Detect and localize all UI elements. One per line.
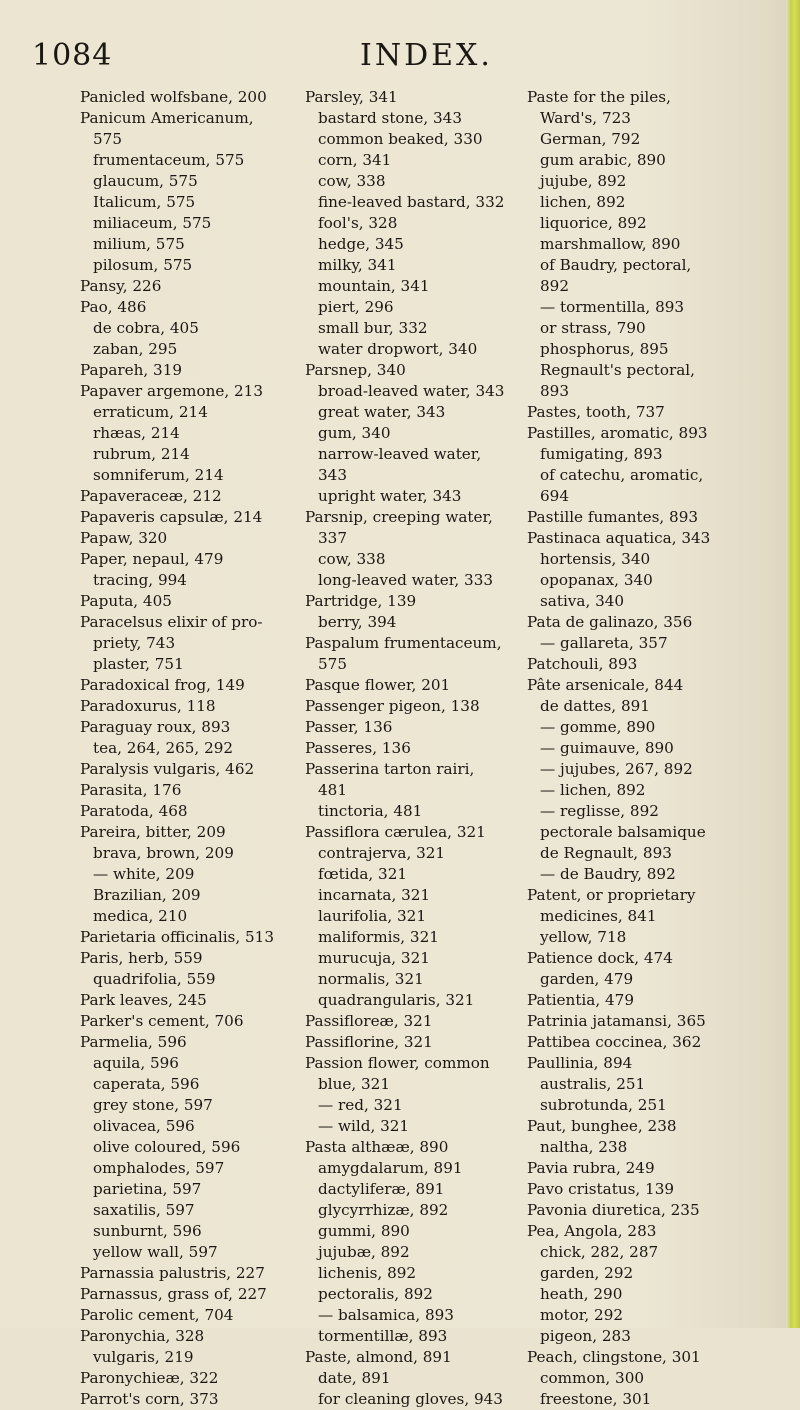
index-entry: subrotunda, 251 [540, 1096, 667, 1114]
index-entry: bastard stone, 343 [318, 109, 462, 127]
index-entry: Patchouli, 893 [527, 655, 638, 673]
index-entry: pectorale balsamique [540, 823, 706, 841]
index-entry: Partridge, 139 [305, 592, 417, 610]
index-entry: caperata, 596 [93, 1075, 200, 1093]
index-entry: miliaceum, 575 [93, 214, 212, 232]
index-entry: Pao, 486 [80, 298, 147, 316]
index-entry: great water, 343 [318, 403, 446, 421]
index-entry: — gomme, 890 [540, 718, 656, 736]
index-entry: tea, 264, 265, 292 [93, 739, 234, 757]
index-entry: corn, 341 [318, 151, 392, 169]
index-entry: or strass, 790 [540, 319, 646, 337]
index-entry: Panicled wolfsbane, 200 [80, 88, 267, 106]
index-entry: contrajerva, 321 [318, 844, 446, 862]
index-entry: common, 300 [540, 1369, 645, 1387]
index-entry: milky, 341 [318, 256, 397, 274]
index-entry: Paratoda, 468 [80, 802, 188, 820]
index-entry: blue, 321 [318, 1075, 390, 1093]
index-entry: of catechu, aromatic, [540, 466, 704, 484]
index-entry: chick, 282, 287 [540, 1243, 659, 1261]
index-entry: small bur, 332 [318, 319, 428, 337]
index-entry: erraticum, 214 [93, 403, 208, 421]
index-entry: 343 [318, 466, 347, 484]
index-column-1 [80, 87, 290, 1410]
index-entry: Paralysis vulgaris, 462 [80, 760, 255, 778]
index-entry: 337 [318, 529, 347, 547]
index-entry: rhæas, 214 [93, 424, 180, 442]
page-title: INDEX. [360, 38, 493, 73]
index-entry: Parasita, 176 [80, 781, 182, 799]
index-entry: berry, 394 [318, 613, 397, 631]
index-entry: Papaveris capsulæ, 214 [80, 508, 263, 526]
index-entry: Paronychieæ, 322 [80, 1369, 219, 1387]
index-entry: Regnault's pectoral, [540, 361, 695, 379]
index-entry: for cleaning gloves, 943 [318, 1390, 503, 1408]
index-entry: milium, 575 [93, 235, 185, 253]
index-entry: Paronychia, 328 [80, 1327, 205, 1345]
index-entry: tinctoria, 481 [318, 802, 423, 820]
index-entry: Papaw, 320 [80, 529, 168, 547]
index-entry: Pasque flower, 201 [305, 676, 451, 694]
index-entry: Paradoxurus, 118 [80, 697, 216, 715]
index-entry: Papareh, 319 [80, 361, 183, 379]
index-entry: glycyrrhizæ, 892 [318, 1201, 449, 1219]
index-entry: Paraguay roux, 893 [80, 718, 231, 736]
index-entry: Parker's cement, 706 [80, 1012, 244, 1030]
index-entry: Parsley, 341 [305, 88, 398, 106]
index-entry: — de Baudry, 892 [540, 865, 676, 883]
index-entry: Parnassia palustris, 227 [80, 1264, 265, 1282]
index-entry: Parmelia, 596 [80, 1033, 187, 1051]
index-entry: amygdalarum, 891 [318, 1159, 463, 1177]
index-entry: long-leaved water, 333 [318, 571, 494, 589]
index-entry: 893 [540, 382, 569, 400]
index-entry: gum arabic, 890 [540, 151, 666, 169]
index-entry: naltha, 238 [540, 1138, 628, 1156]
index-entry: Parietaria officinalis, 513 [80, 928, 274, 946]
index-entry: pilosum, 575 [93, 256, 193, 274]
index-entry: Pata de galinazo, 356 [527, 613, 693, 631]
index-entry: zaban, 295 [93, 340, 178, 358]
index-entry: Parrot's corn, 373 [80, 1390, 219, 1408]
index-entry: 575 [318, 655, 347, 673]
index-entry: — guimauve, 890 [540, 739, 674, 757]
index-entry: — reglisse, 892 [540, 802, 659, 820]
index-entry: broad-leaved water, 343 [318, 382, 505, 400]
index-entry: 481 [318, 781, 347, 799]
index-entry: Paste, almond, 891 [305, 1348, 452, 1366]
index-entry: grey stone, 597 [93, 1096, 213, 1114]
index-entry: — lichen, 892 [540, 781, 646, 799]
index-entry: saxatilis, 597 [93, 1201, 195, 1219]
index-entry: Paullinia, 894 [527, 1054, 633, 1072]
index-entry: Passiflorine, 321 [305, 1033, 433, 1051]
index-entry: dactyliferæ, 891 [318, 1180, 445, 1198]
index-entry: piert, 296 [318, 298, 394, 316]
index-entry: australis, 251 [540, 1075, 646, 1093]
index-entry: medica, 210 [93, 907, 188, 925]
index-entry: quadrifolia, 559 [93, 970, 216, 988]
index-entry: Park leaves, 245 [80, 991, 207, 1009]
page-edge [786, 0, 800, 1328]
index-entry: Pavo cristatus, 139 [527, 1180, 675, 1198]
index-entry: aquila, 596 [93, 1054, 179, 1072]
index-entry: priety, 743 [93, 634, 176, 652]
index-entry: Patientia, 479 [527, 991, 634, 1009]
index-entry: upright water, 343 [318, 487, 462, 505]
index-entry: date, 891 [318, 1369, 391, 1387]
index-entry: 575 [93, 130, 122, 148]
index-entry: Paracelsus elixir of pro- [80, 613, 263, 631]
index-entry: Papaveraceæ, 212 [80, 487, 222, 505]
index-entry: medicines, 841 [540, 907, 657, 925]
index-entry: yellow, 718 [540, 928, 627, 946]
index-entry: cow, 338 [318, 172, 386, 190]
index-entry: Pareira, bitter, 209 [80, 823, 226, 841]
index-entry: Pasta althææ, 890 [305, 1138, 449, 1156]
index-entry: Paris, herb, 559 [80, 949, 203, 967]
index-entry: somniferum, 214 [93, 466, 224, 484]
index-entry: motor, 292 [540, 1306, 624, 1324]
index-entry: Parsnip, creeping water, [305, 508, 493, 526]
index-entry: lichen, 892 [540, 193, 626, 211]
page-header [0, 38, 800, 82]
index-entry: Pastilles, aromatic, 893 [527, 424, 708, 442]
index-entry: gum, 340 [318, 424, 391, 442]
page-number: 1084 [32, 38, 113, 73]
index-entry: of Baudry, pectoral, [540, 256, 692, 274]
index-entry: Panicum Americanum, [80, 109, 254, 127]
index-entry: narrow-leaved water, [318, 445, 482, 463]
index-entry: Ward's, 723 [540, 109, 631, 127]
index-entry: Passenger pigeon, 138 [305, 697, 480, 715]
index-entry: garden, 479 [540, 970, 634, 988]
index-entry: quadrangularis, 321 [318, 991, 475, 1009]
index-entry: Passiflora cærulea, 321 [305, 823, 486, 841]
index-entry: rubrum, 214 [93, 445, 190, 463]
index-entry: fumigating, 893 [540, 445, 663, 463]
index-entry: Paste for the piles, [527, 88, 671, 106]
index-entry: jujube, 892 [540, 172, 627, 190]
index-entry: olivacea, 596 [93, 1117, 195, 1135]
index-entry: Pastinaca aquatica, 343 [527, 529, 711, 547]
index-entry: Passerina tarton rairi, [305, 760, 475, 778]
index-entry: garden, 292 [540, 1264, 634, 1282]
index-entry: de cobra, 405 [93, 319, 199, 337]
index-entry: Patent, or proprietary [527, 886, 696, 904]
index-entry: Paspalum frumentaceum, [305, 634, 502, 652]
index-entry: yellow wall, 597 [93, 1243, 218, 1261]
index-entry: Patience dock, 474 [527, 949, 673, 967]
index-entry: — wild, 321 [318, 1117, 410, 1135]
index-entry: murucuja, 321 [318, 949, 430, 967]
index-entry: pigeon, 283 [540, 1327, 631, 1345]
index-entry: lichenis, 892 [318, 1264, 417, 1282]
index-entry: glaucum, 575 [93, 172, 198, 190]
index-entry: maliformis, 321 [318, 928, 439, 946]
index-entry: freestone, 301 [540, 1390, 652, 1408]
index-entry: — red, 321 [318, 1096, 403, 1114]
index-entry: 892 [540, 277, 569, 295]
index-entry: fine-leaved bastard, 332 [318, 193, 505, 211]
index-entry: sunburnt, 596 [93, 1222, 202, 1240]
index-entry: Pastille fumantes, 893 [527, 508, 699, 526]
index-entry: gummi, 890 [318, 1222, 410, 1240]
index-entry: Pavia rubra, 249 [527, 1159, 655, 1177]
index-entry: Brazilian, 209 [93, 886, 201, 904]
index-entry: incarnata, 321 [318, 886, 431, 904]
index-entry: parietina, 597 [93, 1180, 202, 1198]
index-entry: mountain, 341 [318, 277, 430, 295]
index-entry: water dropwort, 340 [318, 340, 478, 358]
index-entry: Pattibea coccinea, 362 [527, 1033, 702, 1051]
index-entry: opopanax, 340 [540, 571, 653, 589]
index-entry: Peach, clingstone, 301 [527, 1348, 701, 1366]
index-entry: Paradoxical frog, 149 [80, 676, 245, 694]
index-entry: Paputa, 405 [80, 592, 172, 610]
index-entry: normalis, 321 [318, 970, 424, 988]
index-entry: Parnassus, grass of, 227 [80, 1285, 267, 1303]
index-entry: jujubæ, 892 [318, 1243, 410, 1261]
index-entry: de dattes, 891 [540, 697, 650, 715]
index-entry: plaster, 751 [93, 655, 184, 673]
index-entry: marshmallow, 890 [540, 235, 681, 253]
index-entry: German, 792 [540, 130, 641, 148]
index-entry: sativa, 340 [540, 592, 625, 610]
index-entry: pectoralis, 892 [318, 1285, 433, 1303]
index-entry: olive coloured, 596 [93, 1138, 241, 1156]
index-entry: Passeres, 136 [305, 739, 411, 757]
index-entry: tracing, 994 [93, 571, 187, 589]
index-entry: fœtida, 321 [318, 865, 408, 883]
index-entry: Patrinia jatamansi, 365 [527, 1012, 706, 1030]
index-entry: — white, 209 [93, 865, 195, 883]
index-entry: Pastes, tooth, 737 [527, 403, 665, 421]
index-entry: heath, 290 [540, 1285, 623, 1303]
index-entry: omphalodes, 597 [93, 1159, 225, 1177]
index-entry: — balsamica, 893 [318, 1306, 454, 1324]
index-entry: phosphorus, 895 [540, 340, 669, 358]
index-entry: Paut, bunghee, 238 [527, 1117, 677, 1135]
index-entry: Pea, Angola, 283 [527, 1222, 657, 1240]
index-entry: common beaked, 330 [318, 130, 483, 148]
index-entry: Passer, 136 [305, 718, 393, 736]
index-entry: Passion flower, common [305, 1054, 490, 1072]
index-entry: Parsnep, 340 [305, 361, 406, 379]
index-entry: frumentaceum, 575 [93, 151, 245, 169]
index-entry: vulgaris, 219 [93, 1348, 194, 1366]
index-entry: tormentillæ, 893 [318, 1327, 448, 1345]
index-entry: liquorice, 892 [540, 214, 647, 232]
index-entry: — jujubes, 267, 892 [540, 760, 693, 778]
index-entry: Italicum, 575 [93, 193, 196, 211]
index-entry: fool's, 328 [318, 214, 398, 232]
index-entry: laurifolia, 321 [318, 907, 426, 925]
index-entry: Paper, nepaul, 479 [80, 550, 224, 568]
index-entry: Papaver argemone, 213 [80, 382, 264, 400]
index-entry: Parolic cement, 704 [80, 1306, 234, 1324]
index-column-3 [527, 87, 759, 1410]
index-column-2 [305, 87, 515, 1410]
index-entry: hedge, 345 [318, 235, 404, 253]
index-entry: — gallareta, 357 [540, 634, 668, 652]
index-entry: Pâte arsenicale, 844 [527, 676, 684, 694]
index-entry: cow, 338 [318, 550, 386, 568]
index-entry: Pansy, 226 [80, 277, 162, 295]
index-entry: brava, brown, 209 [93, 844, 234, 862]
index-entry: Pavonia diuretica, 235 [527, 1201, 700, 1219]
index-entry: — tormentilla, 893 [540, 298, 685, 316]
index-entry: Passifloreæ, 321 [305, 1012, 433, 1030]
index-entry: de Regnault, 893 [540, 844, 672, 862]
index-entry: hortensis, 340 [540, 550, 651, 568]
index-entry: 694 [540, 487, 569, 505]
